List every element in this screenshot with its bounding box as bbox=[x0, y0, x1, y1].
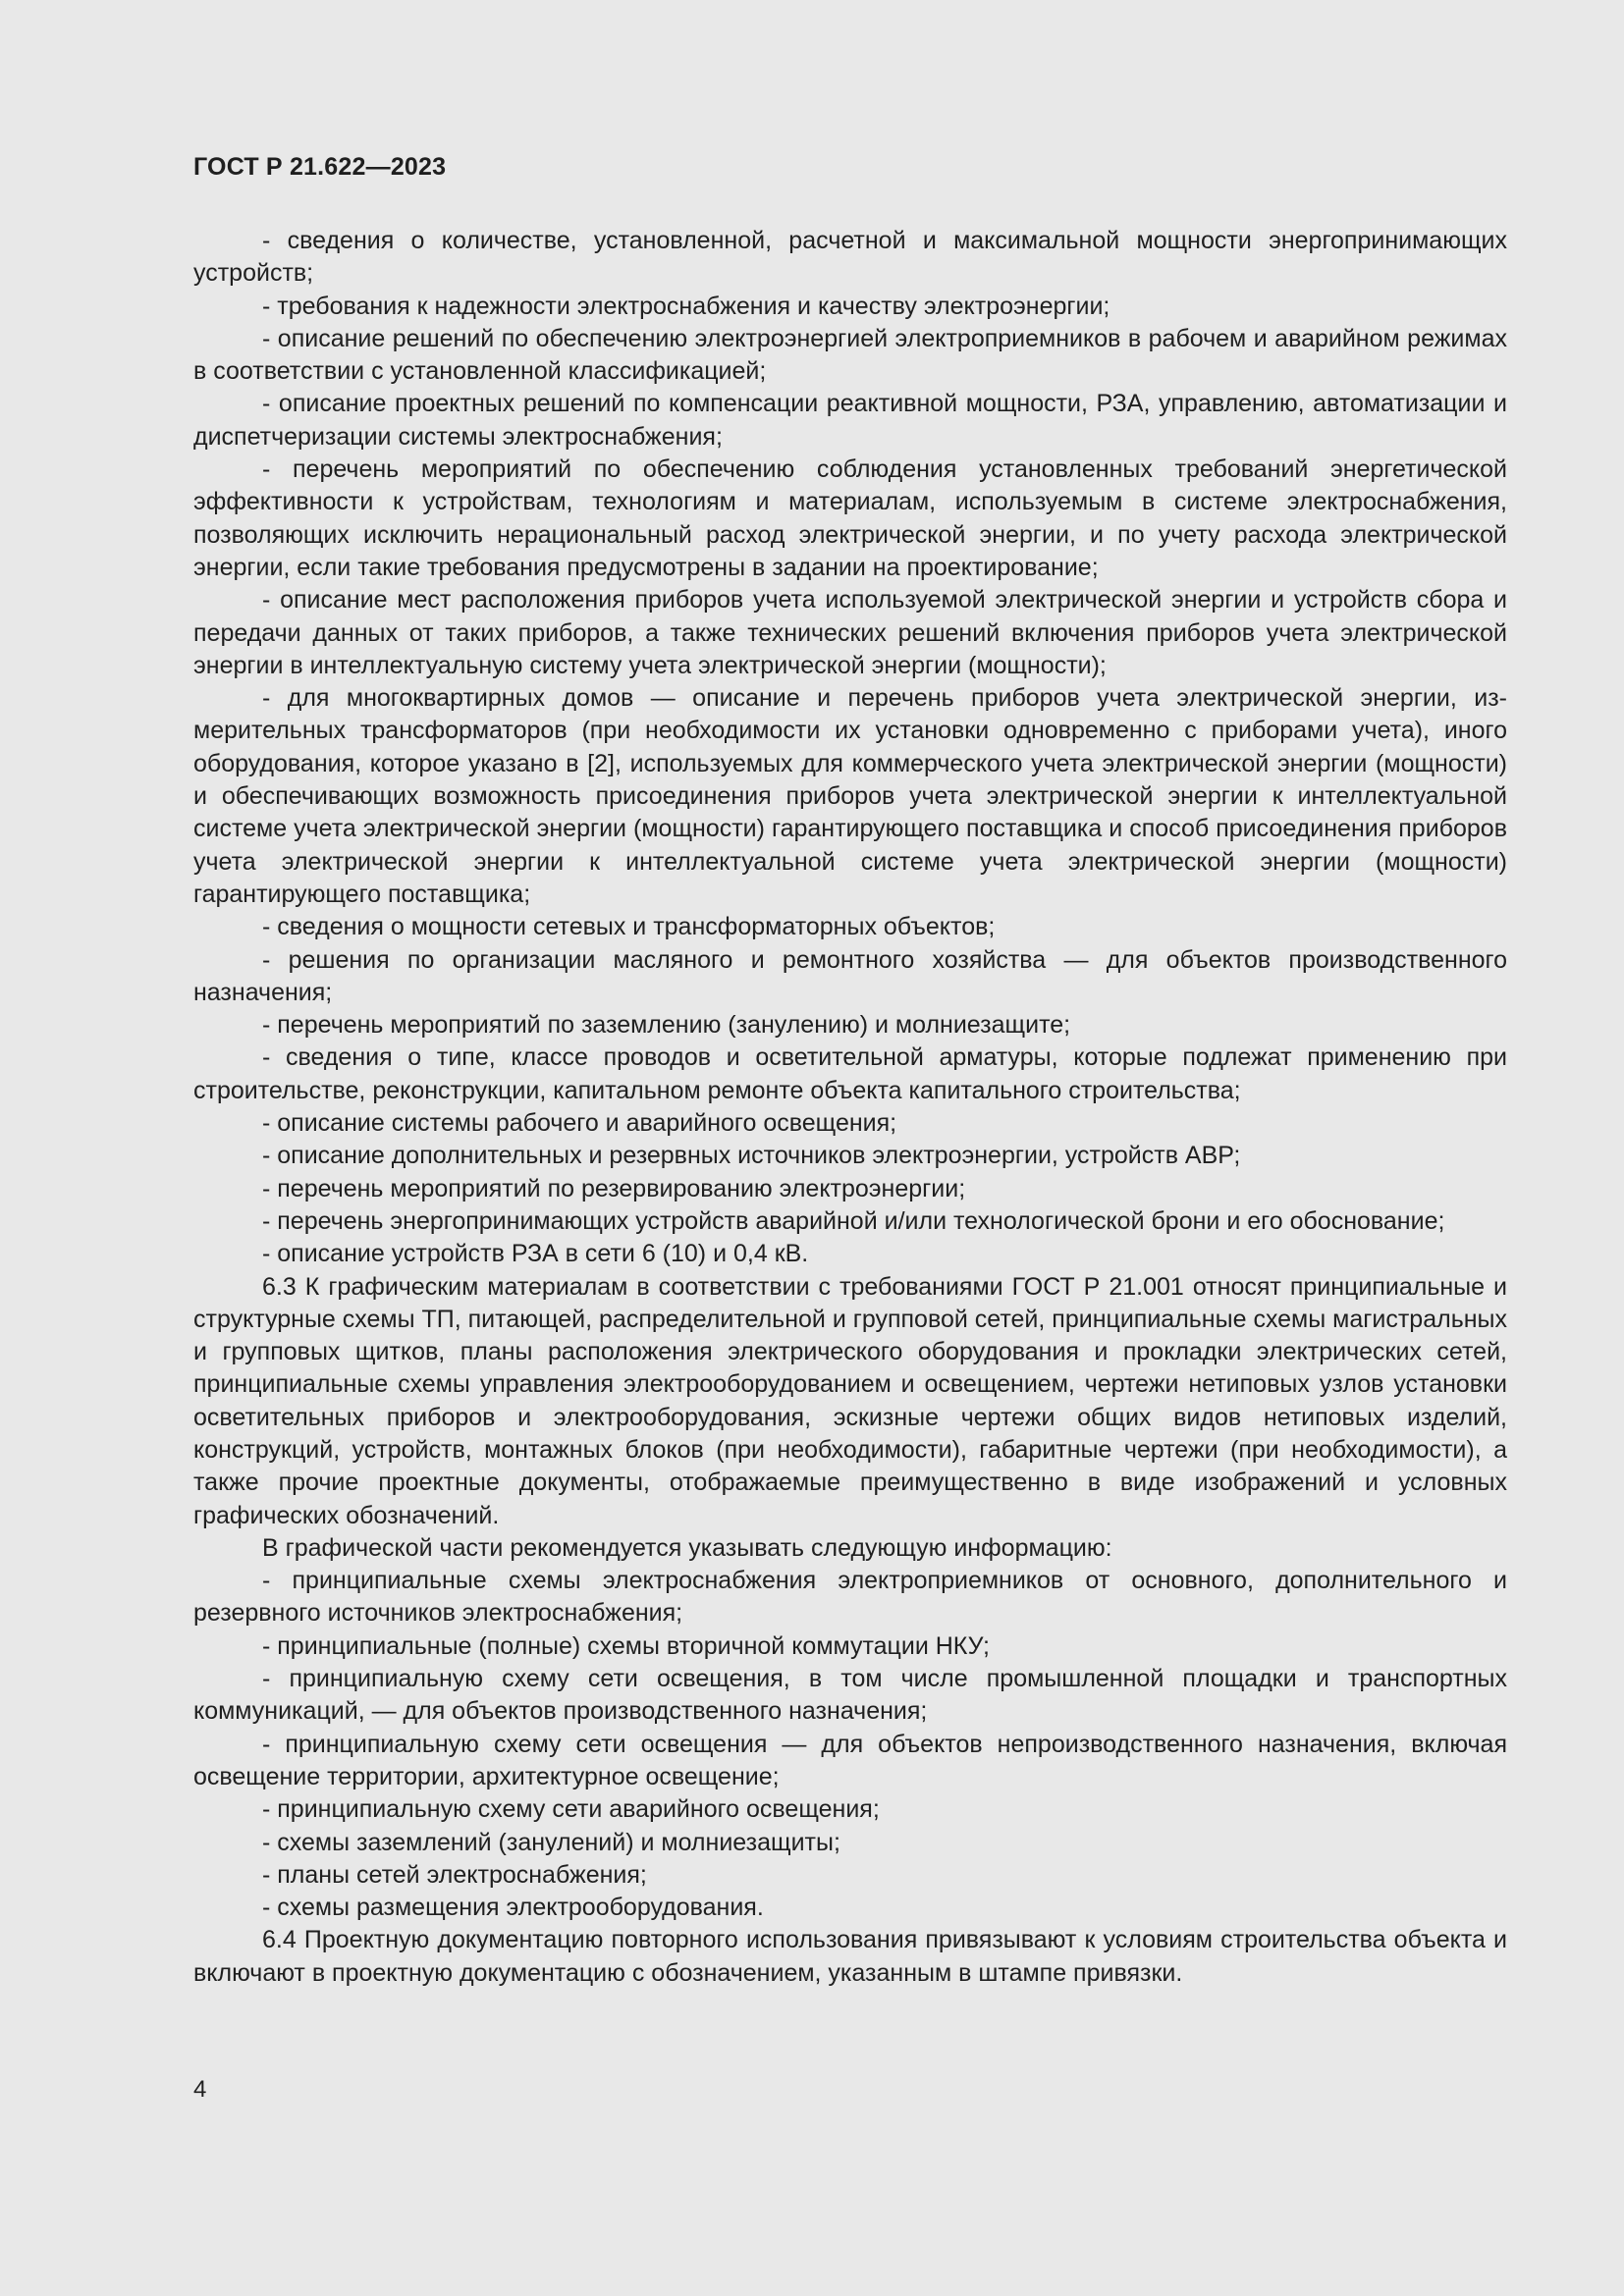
paragraph: - сведения о мощности сетевых и трансформаторных объектов; bbox=[262, 913, 996, 941]
paragraph: - решения по организации масляного и ремонтного хозяйства — для объектов производственного назначения; bbox=[193, 945, 1507, 1006]
paragraph: - перечень мероприятий по заземлению (занулению) и молниезащите; bbox=[262, 1011, 1071, 1040]
paragraph: - для многоквартирных домов — описание и перечень приборов учета электрической энергии, измерительных трансформаторов (при необходимости их установки одновременно с приборами учета), иного оборудования, которое указано в [2], используемых для коммерческого учета электрической энергии (мощности) и обеспечивающих возможность присоединения приборов учета электрической энергии к интеллектуальной системе учета электрической энергии (мощности) гарантирующего поставщика и способ присоединения приборов учета электрической энергии к интеллектуальной системе учета электрической энергии (мощности) гарантирующего поставщика; bbox=[193, 684, 1507, 908]
paragraph: - принципиальные (полные) схемы вторичной коммутации НКУ; bbox=[262, 1631, 990, 1660]
paragraph: - перечень энергопринимающих устройств аварийной и/или технологической брони и его обоснование; bbox=[262, 1206, 1445, 1235]
paragraph: - схемы заземлений (занулений) и молниезащиты; bbox=[262, 1828, 840, 1856]
paragraph: - перечень мероприятий по обеспечению соблюдения установленных требований энергетической эффективности к устройствам, технологиям и материалам, используемым в системе электроснабжения, позволяющих исключить нерациональный расход электрической энергии, и по учету расхода электрической энергии, если такие требования предусмотрены в задании на проектирование; bbox=[193, 455, 1507, 581]
paragraph: - принципиальные схемы электроснабжения электроприемников от основного, дополнительного и резервного источников электроснабжения; bbox=[193, 1567, 1507, 1628]
paragraph: - принципиальную схему сети освещения — для объектов непроизводственного назначения, включая освещение территории, архитектурное освещение; bbox=[193, 1730, 1507, 1790]
paragraph: - описание системы рабочего и аварийного освещения; bbox=[262, 1109, 897, 1138]
paragraph: - описание решений по обеспечению электроэнергией электроприемников в рабочем и аварийном режимах в соответствии с установленной классификацией; bbox=[193, 324, 1507, 386]
paragraph: - планы сетей электроснабжения; bbox=[262, 1860, 647, 1889]
document-header: ГОСТ Р 21.622—2023 bbox=[193, 153, 447, 181]
paragraph: 6.3 К графическим материалам в соответствии с требованиями ГОСТ Р 21.001 относят принципиальные и структурные схемы ТП, питающей, распределительной и групповой сетей, принципиальные схемы магистральных и групповых щитков, планы расположения электрического оборудования и прокладки электрических сетей, принципиальные схемы управления электрооборудованием и освещением, чертежи нетиповых узлов установки осветительных приборов и электрооборудования, эскизные чертежи общих видов нетиповых изделий, конструкций, устройств, монтажных блоков (при необходимости), габаритные чертежи (при необходимости), а также прочие проектные документы, отображаемые преимущественно в виде изображений и условных графических обозначений. bbox=[193, 1272, 1507, 1529]
paragraph: - описание мест расположения приборов учета используемой электрической энергии и устройств сбора и передачи данных от таких приборов, а также технических решений включения приборов учета электрической энергии в интеллектуальную систему учета электрической энергии (мощности); bbox=[193, 586, 1507, 679]
paragraph: - описание устройств РЗА в сети 6 (10) и 0,4 кВ. bbox=[262, 1240, 809, 1268]
paragraph: - принципиальную схему сети аварийного освещения; bbox=[262, 1795, 880, 1824]
paragraph: - принципиальную схему сети освещения, в том числе промышленной площадки и транспортных коммуникаций, — для объектов производственного назначения; bbox=[193, 1665, 1507, 1726]
document-body bbox=[193, 225, 1507, 1990]
paragraph: - схемы размещения электрооборудования. bbox=[262, 1894, 764, 1922]
paragraph: - описание дополнительных и резервных источников электроэнергии, устройств АВР; bbox=[262, 1142, 1241, 1170]
paragraph: 6.4 Проектную документацию повторного использования привязывают к условиям строительства объекта и включают в проектную документацию с обозначением, указанным в штампе привязки. bbox=[193, 1926, 1507, 1987]
paragraph: - перечень мероприятий по резервированию электроэнергии; bbox=[262, 1174, 966, 1202]
paragraph: - сведения о количестве, установленной, расчетной и максимальной мощности энергопринимающих устройств; bbox=[193, 227, 1507, 288]
paragraph: - требования к надежности электроснабжения и качеству электроэнергии; bbox=[262, 292, 1110, 320]
paragraph: В графической части рекомендуется указывать следующую информацию: bbox=[262, 1533, 1112, 1562]
paragraph: - сведения о типе, классе проводов и осветительной арматуры, которые подлежат применению при строительстве, реконструкции, капитальном ремонте объекта капитального строительства; bbox=[193, 1043, 1507, 1104]
paragraph: - описание проектных решений по компенсации реактивной мощности, РЗА, управлению, автоматизации и диспетчеризации системы электроснабжения; bbox=[193, 390, 1507, 451]
page-number: 4 bbox=[193, 2076, 207, 2103]
